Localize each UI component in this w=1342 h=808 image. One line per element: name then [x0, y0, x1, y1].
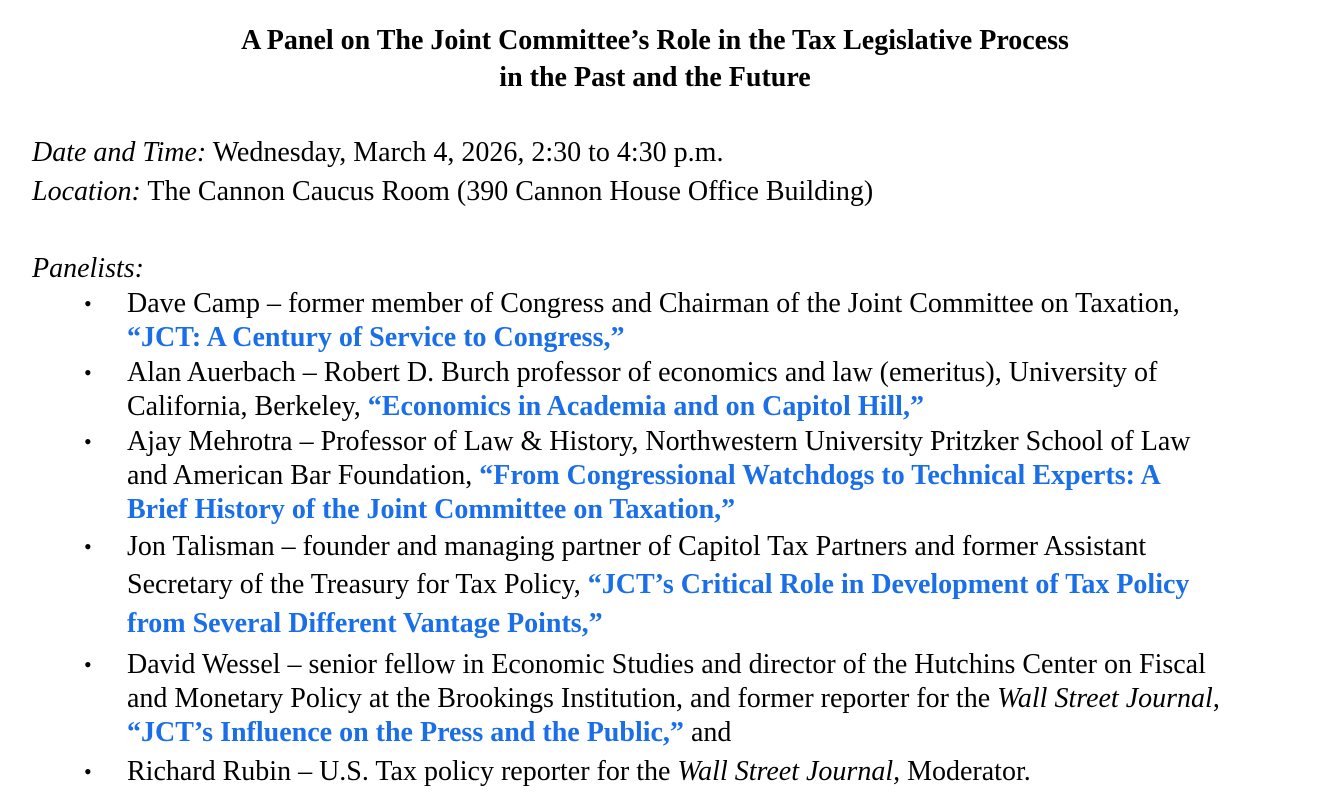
- page-title-line-1: A Panel on The Joint Committee’s Role in the Tax Legislative Process: [241, 25, 1069, 56]
- wsj-name: Wall Street Journal: [997, 683, 1213, 714]
- panelist-talisman-line-1: Jon Talisman – founder and managing partner of Capitol Tax Partners and former Assistant: [127, 531, 1147, 562]
- panelist-auerbach-affiliation: California, Berkeley,: [127, 391, 368, 422]
- panelist-rubin-role: Moderator.: [900, 756, 1031, 787]
- location-line: [32, 175, 873, 209]
- panelist-mehrotra-talk-title-part-1[interactable]: “From Congressional Watchdogs to Technical Experts: A: [479, 460, 1161, 491]
- wsj-name: Wall Street Journal,: [677, 756, 901, 787]
- panelist-wessel-talk-title[interactable]: “JCT’s Influence on the Press and the Public,”: [127, 717, 684, 748]
- location-label: Location:: [32, 176, 141, 207]
- bullet-icon: •: [84, 291, 92, 316]
- panelist-wessel-line-2: [127, 682, 1220, 716]
- panelists-heading: Panelists:: [32, 253, 144, 284]
- date-value: Wednesday, March 4, 2026: [206, 137, 518, 168]
- panelist-rubin-line-1: [127, 755, 1031, 789]
- panelist-mehrotra-affiliation: and American Bar Foundation,: [127, 460, 480, 491]
- and-connector: and: [683, 717, 732, 748]
- panelist-mehrotra-talk-title-part-2[interactable]: Brief History of the Joint Committee on Taxation,”: [127, 494, 736, 525]
- bullet-icon: •: [84, 652, 92, 677]
- comma: ,: [1212, 683, 1220, 714]
- panelist-talisman-talk-title-part-1[interactable]: “JCT’s Critical Role in Development of Tax Policy: [587, 569, 1190, 600]
- panelist-mehrotra-line-2: [127, 459, 1161, 493]
- panelist-talisman-affiliation: Secretary of the Treasury for Tax Policy,: [127, 569, 588, 600]
- date-time-line: [32, 136, 723, 170]
- panelist-camp-talk-title[interactable]: “JCT: A Century of Service to Congress,”: [127, 322, 625, 353]
- bullet-icon: •: [84, 429, 92, 454]
- bullet-icon: •: [84, 534, 92, 559]
- page-title-line-2: in the Past and the Future: [499, 62, 811, 93]
- date-time-label: Date and Time:: [32, 137, 207, 168]
- bullet-icon: •: [84, 759, 92, 784]
- panelist-auerbach-line-1: Alan Auerbach – Robert D. Burch professor of economics and law (emeritus), University of: [127, 357, 1158, 388]
- panelist-rubin-affiliation: Richard Rubin – U.S. Tax policy reporter for the: [127, 756, 678, 787]
- panelist-camp-line-1: Dave Camp – former member of Congress and Chairman of the Joint Committee on Taxation,: [127, 288, 1180, 319]
- panelist-wessel-line-1: David Wessel – senior fellow in Economic Studies and director of the Hutchins Center on Fiscal: [127, 649, 1206, 680]
- location-value: The Cannon Caucus Room (390 Cannon House Office Building): [140, 176, 874, 207]
- panelist-mehrotra-line-1: Ajay Mehrotra – Professor of Law & History, Northwestern University Pritzker School of Law: [127, 426, 1191, 457]
- bullet-icon: •: [84, 360, 92, 385]
- panelist-wessel-affiliation: and Monetary Policy at the Brookings Institution, and former reporter for the: [127, 683, 998, 714]
- panelist-auerbach-line-2: [127, 390, 924, 424]
- panelist-talisman-line-2: [127, 568, 1189, 602]
- panelist-auerbach-talk-title[interactable]: “Economics in Academia and on Capitol Hill,”: [367, 391, 924, 422]
- panelist-talisman-talk-title-part-2[interactable]: from Several Different Vantage Points,”: [127, 608, 603, 639]
- time-value: 2:30 to 4:30 p.m.: [524, 137, 724, 168]
- panelist-wessel-line-3: [127, 716, 731, 750]
- date-comma: ,: [517, 137, 525, 168]
